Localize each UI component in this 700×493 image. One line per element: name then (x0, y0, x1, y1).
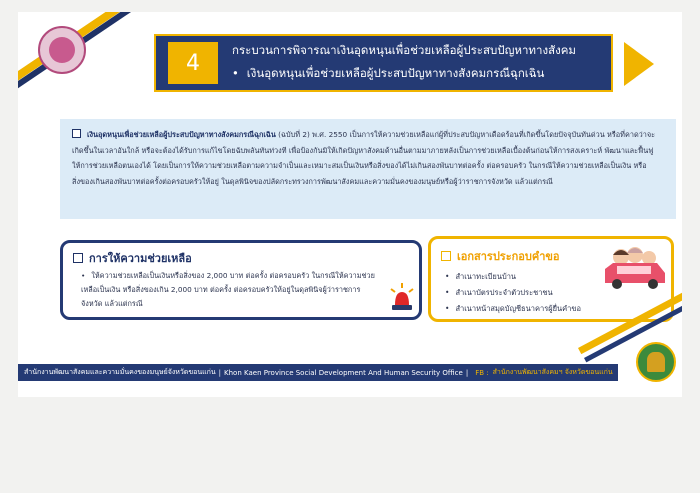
provincial-emblem-logo (636, 342, 676, 382)
family-car-icon (599, 243, 669, 293)
list-item: • สำเนาบัตรประจำตัวประชาชน (445, 288, 553, 297)
list-item: • สำเนาหน้าสมุดบัญชีธนาคารผู้ยื่นคำขอ (445, 304, 581, 313)
header-title: กระบวนการพิจารณาเงินอุดหนุนเพื่อช่วยเหลือผู้ประสบปัญหาทางสังคม (232, 43, 576, 57)
checkbox-icon (441, 251, 451, 261)
section-number: 4 (168, 42, 218, 84)
footer-fb-name: สำนักงานพัฒนาสังคมฯ จังหวัดขอนแก่น (492, 368, 613, 376)
arrow-right-icon (624, 42, 654, 86)
description-lead: เงินอุดหนุนเพื่อช่วยเหลือผู้ประสบปัญหาทางสังคมกรณีฉุกเฉิน (87, 130, 276, 139)
assistance-text-body: ให้ความช่วยเหลือเป็นเงินหรือสิ่งของ 2,000 บาท ต่อครั้ง ต่อครอบครัว ในกรณีให้ความช่วยเหลือเป็นเงิน หรือสิ่งของเกิน 2,000 บาท ต่อครั้ง ต่อครอบครัวให้อยู่ในดุลพินิจผู้ว่าราชการจังหวัด แล้วแต่กรณี (81, 271, 375, 308)
description-body: (ฉบับที่ 2) พ.ศ. 2550 เป็นการให้ความช่วยเหลือแก่ผู้ที่ประสบปัญหาเดือดร้อนที่เกิดขึ้นโดยปัจจุบันทันด่วน หรือที่คาดว่าจะเกิดขึ้นในเวลาอันใกล้ หรือจะต้องได้รับการแก้ไขโดยฉับพลันทันท่วงที เพื่อป้องกันมิให้เกิดปัญหาสังคมด้านอื่นตามมาภายหลังเป็นการช่วยเหลือเบื้องต้นก่อนให้การสงเคราะห์ พัฒนาและฟื้นฟูให้การช่วยเหลือตนเองได้ โดยเป็นการให้ความช่วยเหลือตามความจำเป็นและเหมาะสมเป็นเงินหรือสิ่งของได้ไม่เกินสองพันบาทต่อครั้ง ต่อครอบครัว ในกรณีให้ความช่วยเหลือเป็นเงิน หรือสิ่งของเกินสองพันบาทต่อครั้งต่อครอบครัวให้อยู่ ในดุลพินิจของปลัดกระทรวงการพัฒนาสังคมและความมั่นคงของมนุษย์หรือผู้ว่าราชการจังหวัด แล้วแต่กรณี (72, 130, 656, 186)
documents-list (445, 269, 581, 317)
header-subtitle (232, 65, 612, 83)
footer-bar (18, 364, 618, 381)
assistance-bullet: • (81, 271, 86, 280)
assistance-title (73, 249, 192, 267)
footer-separator: | (218, 368, 222, 377)
documents-title-text: เอกสารประกอบคำขอ (457, 250, 560, 263)
checkbox-icon (72, 129, 81, 138)
assistance-text (81, 269, 381, 311)
footer-org-en: Khon Kaen Province Social Development And Human Security Office (224, 368, 463, 377)
assistance-box (60, 240, 422, 320)
ministry-seal-logo (38, 26, 86, 74)
description-panel (60, 119, 676, 219)
checkbox-icon (73, 253, 83, 263)
description-text (72, 127, 666, 189)
footer-org-th: สำนักงานพัฒนาสังคมและความมั่นคงของมนุษย์จังหวัดขอนแก่น (24, 368, 216, 376)
siren-icon (389, 283, 415, 311)
header-bullet: • (232, 66, 239, 80)
list-item: • สำเนาทะเบียนบ้าน (445, 272, 517, 281)
documents-title (441, 247, 560, 265)
footer-fb-label: FB : (475, 368, 489, 377)
documents-box (428, 236, 674, 322)
infographic-sheet (18, 12, 682, 397)
assistance-title-text: การให้ความช่วยเหลือ (89, 252, 192, 265)
header-subtitle-text: เงินอุดหนุนเพื่อช่วยเหลือผู้ประสบปัญหาทางสังคมกรณีฉุกเฉิน (246, 66, 545, 80)
footer-separator: | (465, 368, 469, 377)
